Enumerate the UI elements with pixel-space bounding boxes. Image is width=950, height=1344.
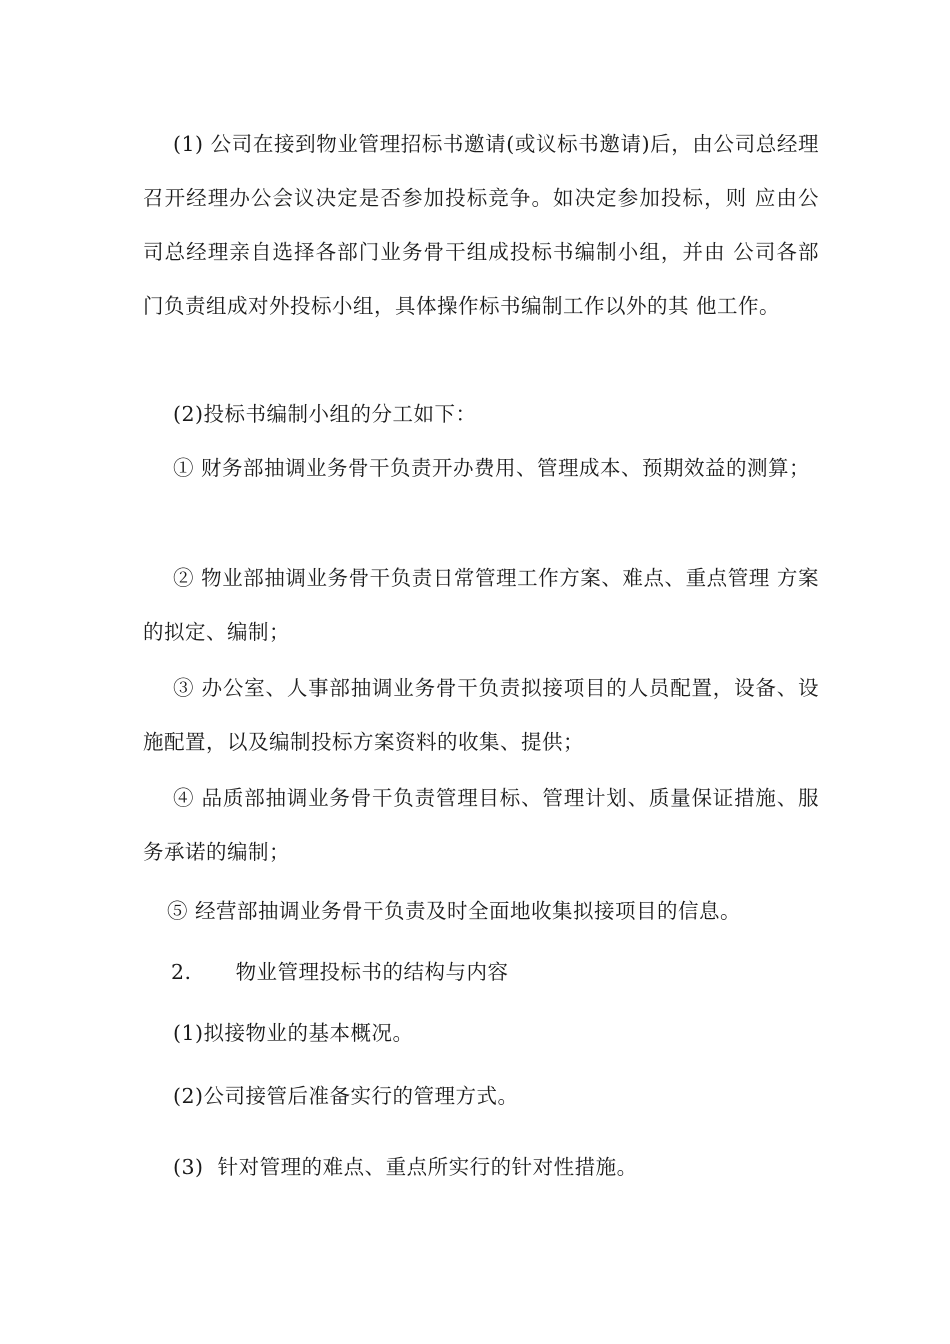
- content-item-measures: (3) 针对管理的难点、重点所实行的针对性措施。: [173, 1155, 638, 1179]
- section-heading: [143, 945, 819, 999]
- list-item-quality: ④ 品质部抽调业务骨干负责管理目标、管理计划、质量保证措施、服务承诺的编制；: [143, 786, 819, 864]
- list-item-office-hr: ③ 办公室、人事部抽调业务骨干负责拟接项目的人员配置，设备、设施配置，以及编制投标方案资料的收集、提供；: [143, 676, 819, 754]
- paragraph-team-division: (2)投标书编制小组的分工如下：: [173, 402, 477, 426]
- section-number: 2.: [171, 960, 192, 984]
- paragraph-bidding-decision: (1) 公司在接到物业管理招标书邀请(或议标书邀请)后，由公司总经理召开经理办公会议决定是否参加投标竞争。如决定参加投标，则 应由公司总经理亲自选择各部门业务骨干组成投标书编制小组，并由 公司各部门负责组成对外投标小组，具体操作标书编制工作以外的其 他工作。: [143, 132, 819, 318]
- content-item-overview: (1)拟接物业的基本概况。: [173, 1021, 414, 1045]
- section-title: 物业管理投标书的结构与内容: [235, 960, 509, 984]
- content-item-management-method: (2)公司接管后准备实行的管理方式。: [173, 1084, 519, 1108]
- list-item-finance: ① 财务部抽调业务骨干负责开办费用、管理成本、预期效益的测算；: [173, 456, 811, 480]
- list-item-property: ② 物业部抽调业务骨干负责日常管理工作方案、难点、重点管理 方案的拟定、编制；: [143, 566, 819, 644]
- list-item-business: ⑤ 经营部抽调业务骨干负责及时全面地收集拟接项目的信息。: [167, 899, 742, 923]
